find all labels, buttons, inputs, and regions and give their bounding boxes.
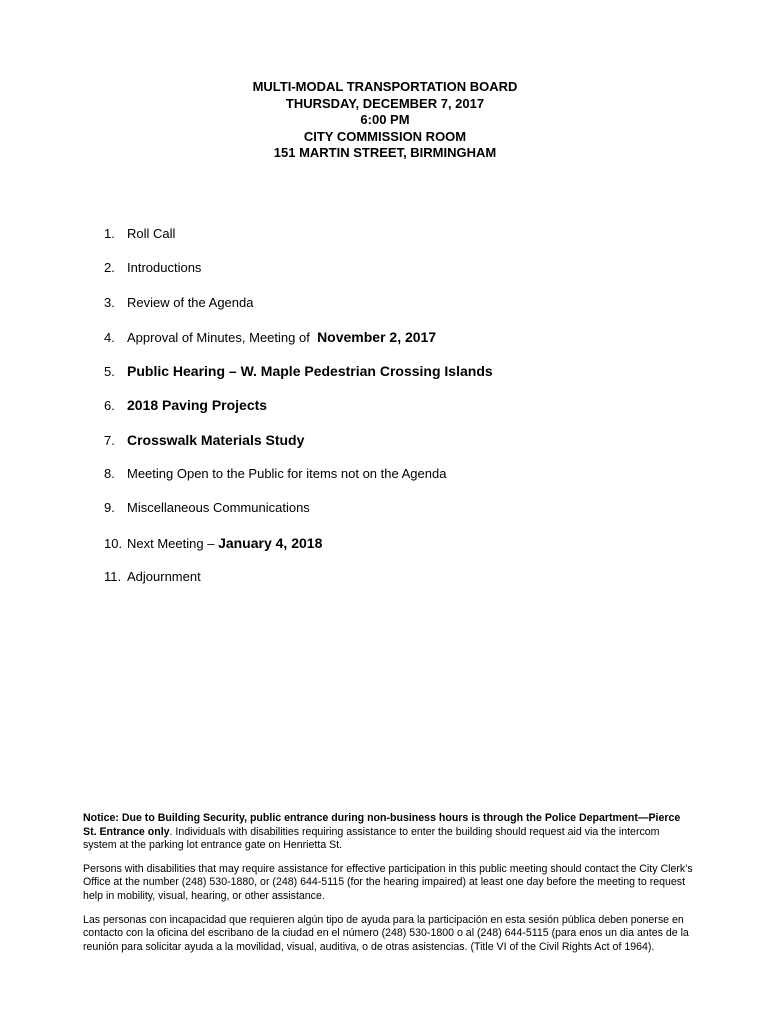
agenda-item-bold: 2018 Paving Projects bbox=[127, 397, 268, 414]
agenda-item-text: Roll Call bbox=[127, 226, 176, 241]
agenda-item-number: 2. bbox=[104, 260, 115, 276]
agenda-item-text: Next Meeting – bbox=[127, 535, 215, 551]
agenda-item-number: 10. bbox=[104, 535, 123, 551]
agenda-item-text: Meeting Open to the Public for items not on the Agenda bbox=[127, 466, 447, 482]
agenda-item bbox=[104, 226, 724, 260]
agenda-item-text: Approval of Minutes, Meeting of bbox=[127, 329, 310, 345]
agenda-item bbox=[104, 432, 724, 466]
disability-notice-spanish: Las personas con incapacidad que requieren algún tipo de ayuda para la participación en esta sesión pública deben ponerse en contacto con la oficina del escribano de la ciudad en el número (248) 530-1800 o al (248) 644-5115 (para enos un dia antes de la reunión para solicitar ayuda a la movilidad, visual, auditiva, o de otras asistencias. (Title VI of the Civil Rights Act of 1964). bbox=[83, 913, 689, 953]
agenda-item-number: 7. bbox=[104, 432, 115, 448]
agenda-item bbox=[104, 295, 724, 329]
agenda-item-bold: January 4, 2018 bbox=[218, 534, 323, 551]
meeting-room: CITY COMMISSION ROOM bbox=[303, 128, 467, 144]
agenda-item-text: Adjournment bbox=[127, 568, 201, 584]
meeting-address: 151 MARTIN STREET, BIRMINGHAM bbox=[273, 145, 497, 160]
document-header bbox=[0, 79, 770, 162]
agenda-item-number: 8. bbox=[104, 466, 115, 482]
agenda-item-bold: November 2, 2017 bbox=[317, 328, 437, 345]
agenda-item-number: 6. bbox=[104, 398, 115, 414]
disability-notice-english: Persons with disabilities that may require assistance for effective participation in this public meeting should contact the City Clerk’s Office at the number (248) 530-1880, or (248) 644-5115 (for the hearing impaired) at least one day before the meeting to request help in mobility, visual, hearing, or other assistance. bbox=[83, 862, 693, 902]
agenda-item-text: Miscellaneous Communications bbox=[127, 500, 310, 516]
agenda-item bbox=[104, 535, 724, 569]
board-title: MULTI-MODAL TRANSPORTATION BOARD bbox=[252, 79, 518, 94]
agenda-item bbox=[104, 397, 724, 431]
agenda-item-number: 9. bbox=[104, 500, 115, 516]
notices-section bbox=[83, 812, 693, 964]
security-notice bbox=[83, 812, 693, 853]
agenda-item-text: Introductions bbox=[127, 260, 202, 276]
meeting-date: THURSDAY, DECEMBER 7, 2017 bbox=[285, 95, 485, 111]
agenda-item-number: 3. bbox=[104, 294, 115, 310]
agenda-item bbox=[104, 466, 724, 500]
agenda-item-bold: Crosswalk Materials Study bbox=[127, 431, 305, 448]
agenda-item-number: 1. bbox=[104, 226, 115, 241]
agenda-item-bold: Public Hearing – W. Maple Pedestrian Crossing Islands bbox=[127, 363, 493, 380]
agenda-item bbox=[104, 329, 724, 363]
agenda-list bbox=[104, 226, 724, 603]
agenda-item bbox=[104, 569, 724, 603]
agenda-item-number: 11. bbox=[104, 568, 122, 584]
meeting-time: 6:00 PM bbox=[360, 112, 410, 127]
agenda-item bbox=[104, 363, 724, 397]
agenda-item bbox=[104, 260, 724, 294]
agenda-item-number: 5. bbox=[104, 364, 115, 380]
security-notice-bold: Notice: Due to Building Security, public entrance during non-business hours is through the Police Department—Pierce St. Entrance only bbox=[83, 812, 681, 838]
agenda-item-text: Review of the Agenda bbox=[127, 294, 254, 310]
agenda-item bbox=[104, 500, 724, 534]
security-notice-text: . Individuals with disabilities requiring assistance to enter the building should request aid via the intercom system at the parking lot entrance gate on Henrietta St. bbox=[83, 825, 660, 852]
agenda-item-number: 4. bbox=[104, 329, 115, 345]
